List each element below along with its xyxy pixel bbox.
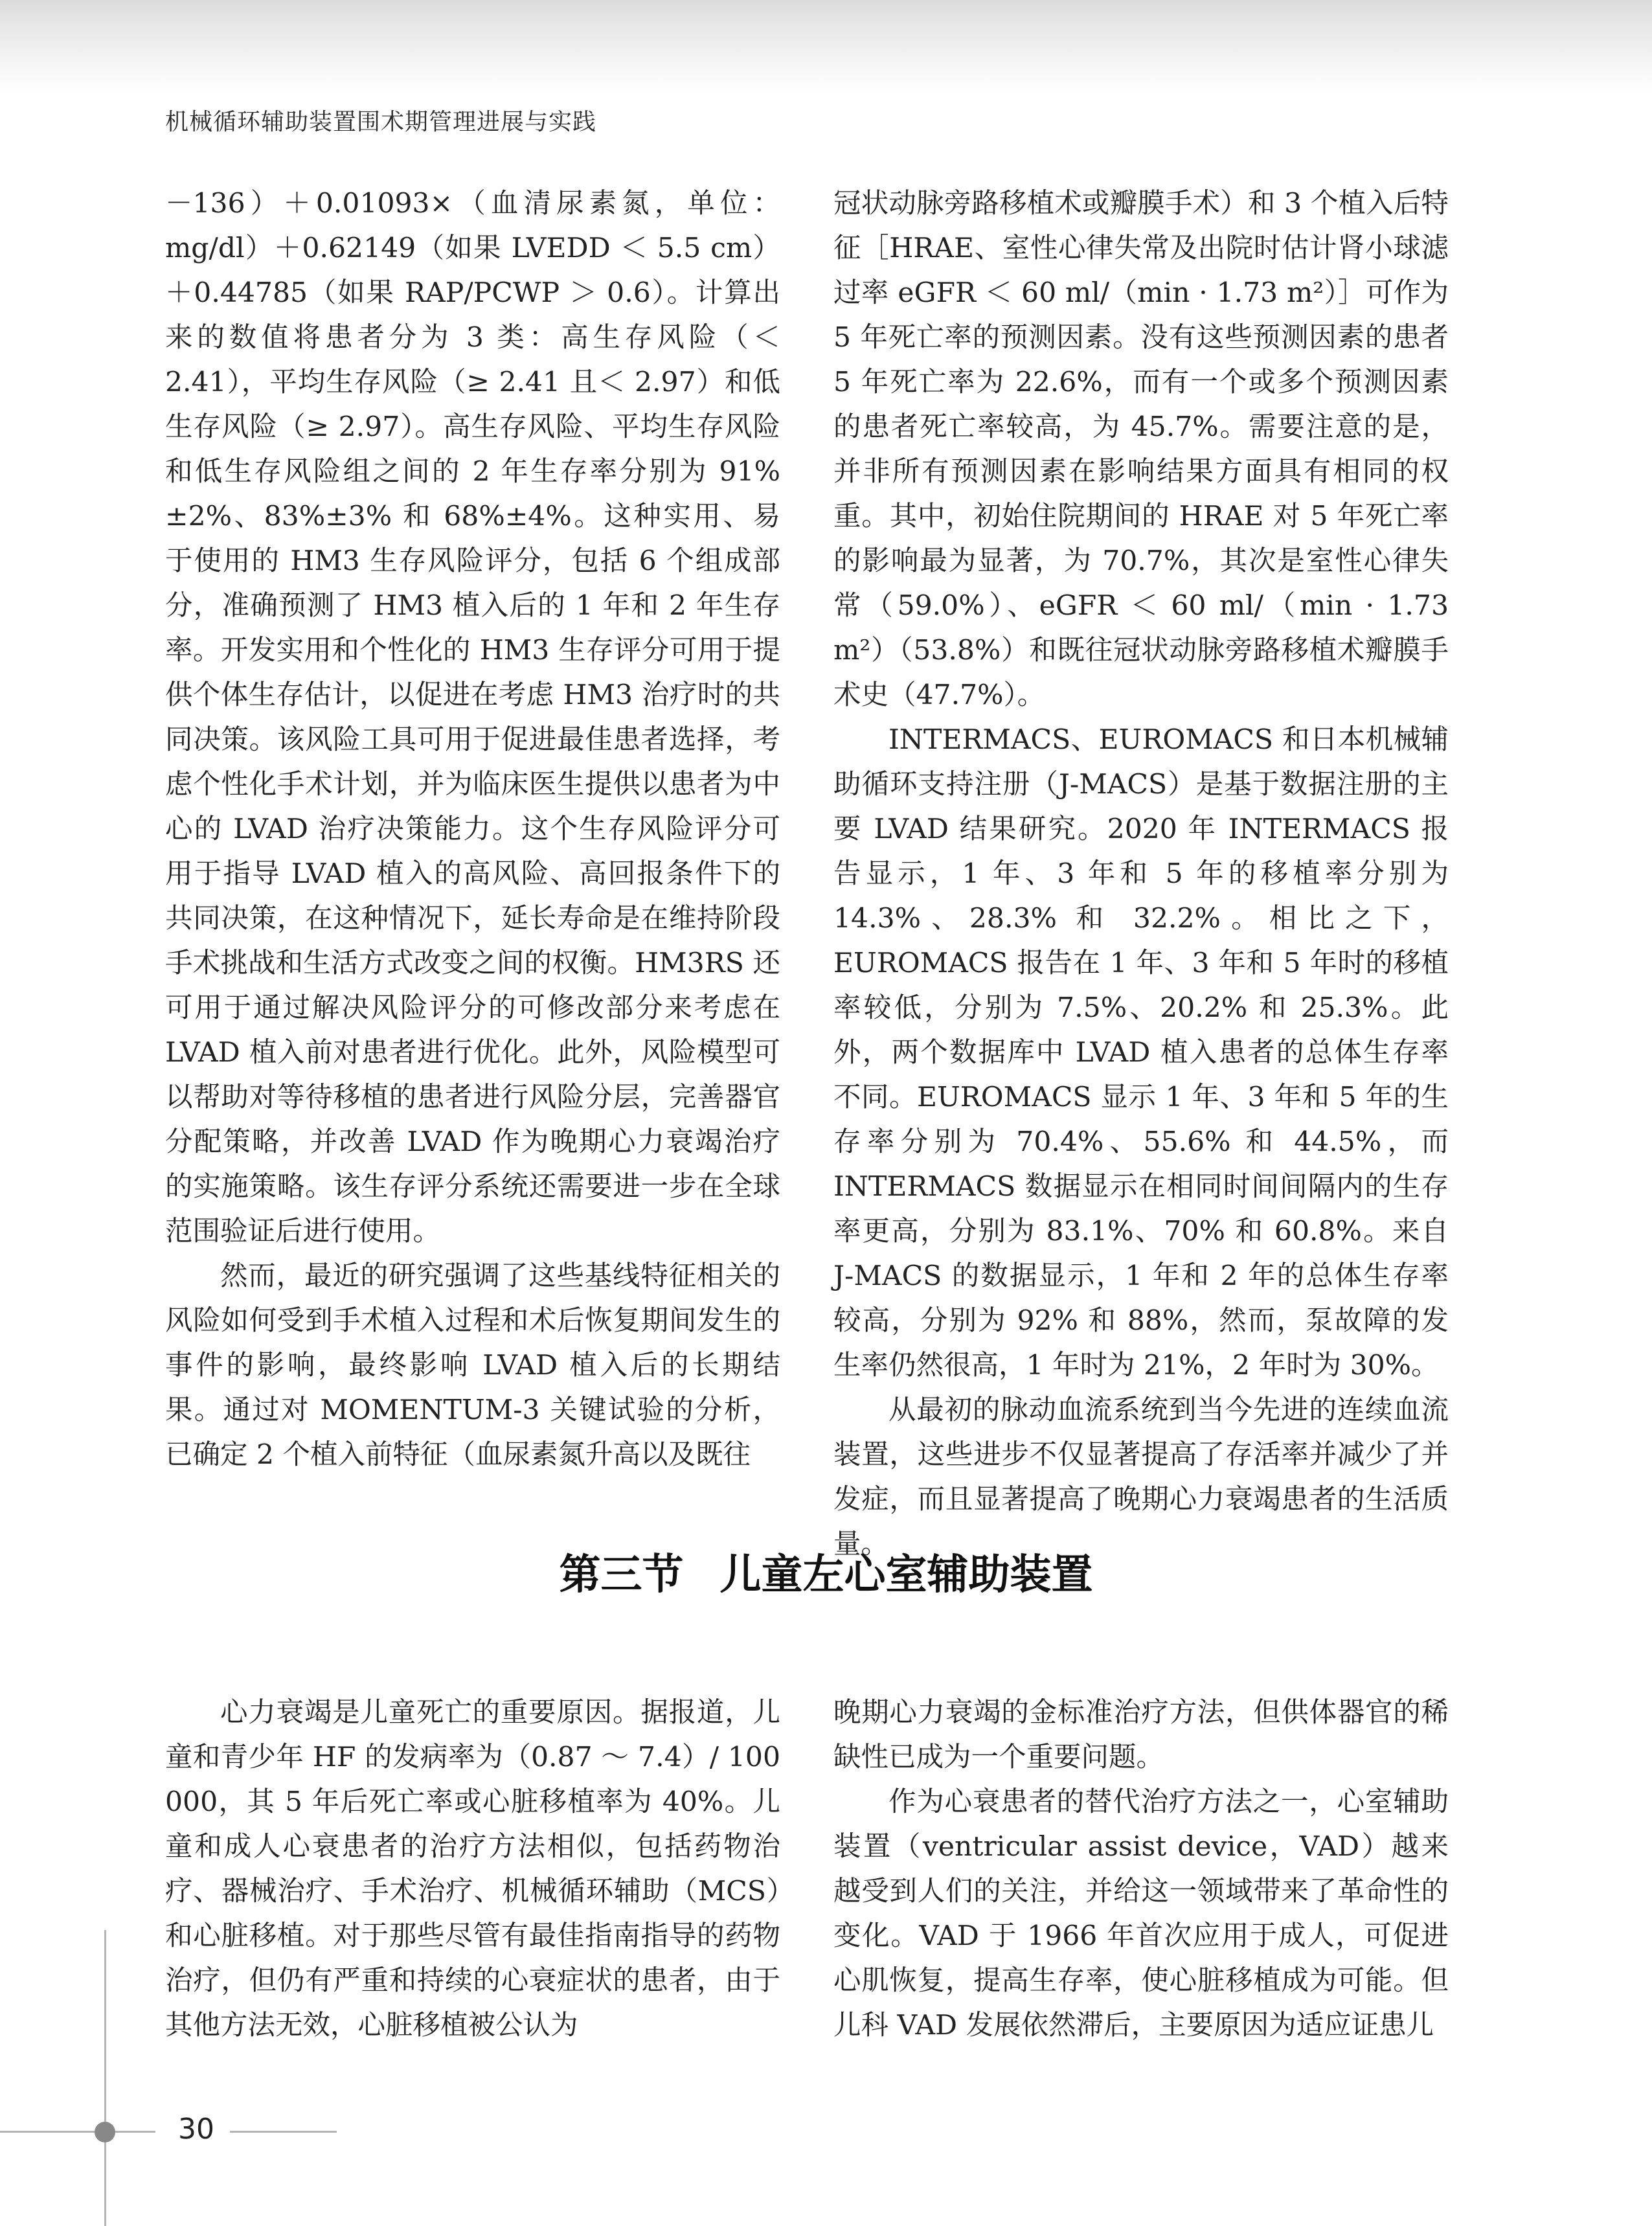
running-title: 机械循环辅助装置围术期管理进展与实践 (165, 109, 597, 135)
paragraph: －136）＋0.01093×（血清尿素氮，单位：mg/dl）＋0.62149（如果 LVEDD ＜ 5.5 cm）＋0.44785（如果 RAP/PCWP ＞ 0.6）。计算出来的数值将患者分为 3 类：高生存风险（＜ 2.41），平均生存风险（≥ 2.41 且＜ 2.97）和低生存风险（≥ 2.97）。高生存风险、平均生存风险和低生存风险组之间的 2 年生存率分别为 91%±2%、83%±3% 和 68%±4%。这种实用、易于使用的 HM3 生存风险评分，包括 6 个组成部分，准确预测了 HM3 植入后的 1 年和 2 年生存率。开发实用和个性化的 HM3 生存评分可用于提供个体生存估计，以促进在考虑 HM3 治疗时的共同决策。该风险工具可用于促进最佳患者选择，考虑个性化手术计划，并为临床医生提供以患者为中心的 LVAD 治疗决策能力。这个生存风险评分可用于指导 LVAD 植入的高风险、高回报条件下的共同决策，在这种情况下，延长寿命是在维持阶段手术挑战和生活方式改变之间的权衡。HM3RS 还可用于通过解决风险评分的可修改部分来考虑在 LVAD 植入前对患者进行优化。此外，风险模型可以帮助对等待移植的患者进行风险分层，完善器官分配策略，并改善 LVAD 作为晚期心力衰竭治疗的实施策略。该生存评分系统还需要进一步在全球范围验证后进行使用。 (165, 188, 780, 1247)
paragraph: 晚期心力衰竭的金标准治疗方法，但供体器官的稀缺性已成为一个重要问题。 (833, 1697, 1449, 1773)
column-bottom-right (833, 1690, 1449, 2048)
column-top-right (833, 181, 1449, 1567)
column-bottom-left (165, 1690, 780, 2048)
footer-dot-icon (95, 2122, 115, 2142)
section-heading (0, 1541, 1652, 1601)
footer-right-rule (230, 2131, 337, 2133)
paragraph: 心力衰竭是儿童死亡的重要原因。据报道，儿童和青少年 HF 的发病率为（0.87 ～ 7.4）/ 100 000，其 5 年后死亡率或心脏移植率为 40%。儿童和成人心衰患者的治疗方法相似，包括药物治疗、器械治疗、手术治疗、机械循环辅助（MCS）和心脏移植。对于那些尽管有最佳指南指导的药物治疗，但仍有严重和持续的心衰症状的患者，由于其他方法无效，心脏移植被公认为 (165, 1697, 780, 2041)
paragraph: 从最初的脉动血流系统到当今先进的连续血流装置，这些进步不仅显著提高了存活率并减少了并发症，而且显著提高了晚期心力衰竭患者的生活质量。 (833, 1394, 1449, 1560)
footer-left-rule (0, 2131, 155, 2133)
footer-vertical-rule (104, 1930, 106, 2226)
paragraph: 作为心衰患者的替代治疗方法之一，心室辅助装置（ventricular assist device，VAD）越来越受到人们的关注，并给这一领域带来了革命性的变化。VAD 于 1966 年首次应用于成人，可促进心肌恢复，提高生存率，使心脏移植成为可能。但儿科 VAD 发展依然滞后，主要原因为适应证患儿 (833, 1786, 1449, 2041)
section-title: 儿童左心室辅助装置 (719, 1551, 1093, 1599)
paragraph: 然而，最近的研究强调了这些基线特征相关的风险如何受到手术植入过程和术后恢复期间发生的事件的影响，最终影响 LVAD 植入后的长期结果。通过对 MOMENTUM-3 关键试验的分析，已确定 2 个植入前特征（血尿素氮升高以及既往 (165, 1260, 780, 1471)
page-number: 30 (178, 2113, 214, 2146)
section-number: 第三节 (559, 1551, 684, 1599)
paragraph: INTERMACS、EUROMACS 和日本机械辅助循环支持注册（J-MACS）是基于数据注册的主要 LVAD 结果研究。2020 年 INTERMACS 报告显示，1 年、3 年和 5 年的移植率分别为 14.3%、28.3% 和 32.2%。相比之下，EUROMACS 报告在 1 年、3 年和 5 年时的移植率较低，分别为 7.5%、20.2% 和 25.3%。此外，两个数据库中 LVAD 植入患者的总体生存率不同。EUROMACS 显示 1 年、3 年和 5 年的生存率分别为 70.4%、55.6% 和 44.5%，而 INTERMACS 数据显示在相同时间间隔内的生存率更高，分别为 83.1%、70% 和 60.8%。来自 J-MACS 的数据显示，1 年和 2 年的总体生存率较高，分别为 92% 和 88%，然而，泵故障的发生率仍然很高，1 年时为 21%，2 年时为 30%。 (833, 724, 1449, 1381)
paragraph: 冠状动脉旁路移植术或瓣膜手术）和 3 个植入后特征［HRAE、室性心律失常及出院时估计肾小球滤过率 eGFR ＜ 60 ml/（min · 1.73 m²）］可作为 5 年死亡率的预测因素。没有这些预测因素的患者 5 年死亡率为 22.6%，而有一个或多个预测因素的患者死亡率较高，为 45.7%。需要注意的是，并非所有预测因素在影响结果方面具有相同的权重。其中，初始住院期间的 HRAE 对 5 年死亡率的影响最为显著，为 70.7%，其次是室性心律失常（59.0%）、eGFR ＜ 60 ml/（min · 1.73 m²）（53.8%）和既往冠状动脉旁路移植术瓣膜手术史（47.7%）。 (833, 188, 1449, 711)
column-top-left (165, 181, 780, 1477)
header-band (0, 0, 1652, 91)
